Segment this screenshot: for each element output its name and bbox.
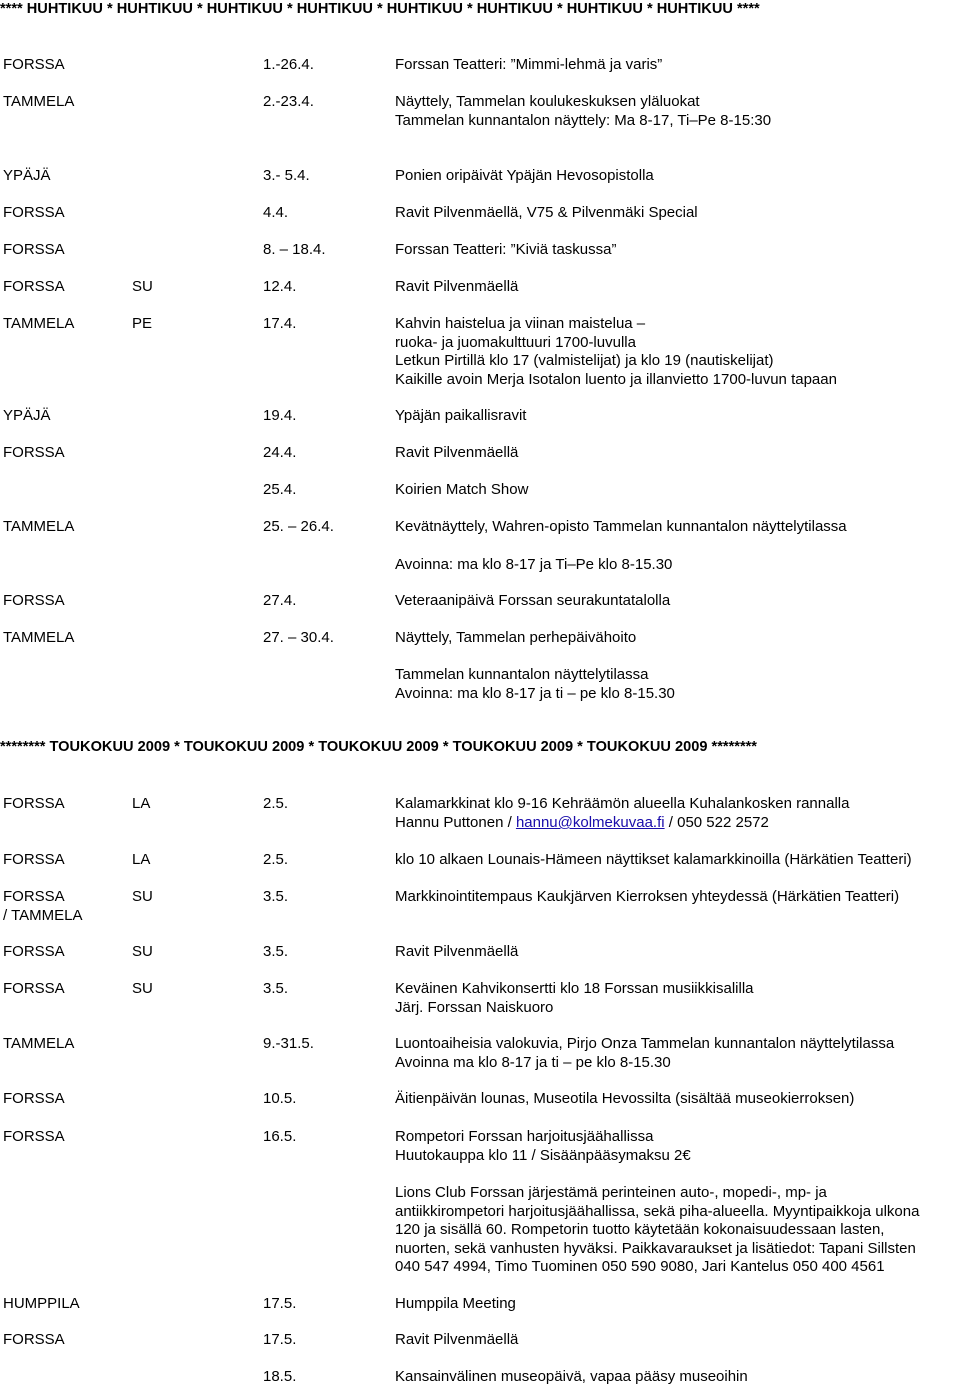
event-description: Näyttely, Tammelan perhepäivähoito bbox=[395, 629, 637, 646]
event-description: Forssan Teatteri: ”Kiviä taskussa” bbox=[395, 241, 617, 258]
event-row bbox=[0, 480, 960, 499]
may-banner: ******** TOUKOKUU 2009 * TOUKOKUU 2009 * TOUKOKUU 2009 * TOUKOKUU 2009 * TOUKOKUU 2009 ******** bbox=[0, 739, 757, 755]
event-weekday: SU bbox=[132, 888, 153, 905]
event-row bbox=[0, 517, 960, 536]
event-row bbox=[0, 1034, 960, 1053]
event-place: TAMMELA bbox=[3, 629, 75, 646]
event-row bbox=[0, 684, 960, 703]
event-description: ruoka- ja juomakulttuuri 1700-luvulla bbox=[395, 334, 636, 351]
event-row bbox=[0, 979, 960, 998]
event-date: 2.5. bbox=[263, 851, 289, 868]
event-weekday: LA bbox=[132, 851, 151, 868]
event-description: Ravit Pilvenmäellä bbox=[395, 444, 519, 461]
event-date: 1.-26.4. bbox=[263, 56, 314, 73]
event-row bbox=[0, 555, 960, 574]
event-date: 3.- 5.4. bbox=[263, 167, 310, 184]
event-description: Ypäjän paikallisravit bbox=[395, 407, 527, 424]
event-row bbox=[0, 1220, 960, 1239]
event-row bbox=[0, 1053, 960, 1072]
event-row bbox=[0, 1146, 960, 1165]
event-place: FORSSA bbox=[3, 592, 65, 609]
event-place: FORSSA bbox=[3, 278, 65, 295]
event-weekday: SU bbox=[132, 943, 153, 960]
event-place: TAMMELA bbox=[3, 93, 75, 110]
event-place: FORSSA bbox=[3, 56, 65, 73]
event-date: 10.5. bbox=[263, 1090, 297, 1107]
event-place: TAMMELA bbox=[3, 315, 75, 332]
event-date: 17.4. bbox=[263, 315, 297, 332]
event-row bbox=[0, 333, 960, 352]
contact-text bbox=[395, 813, 769, 832]
event-date: 27.4. bbox=[263, 592, 297, 609]
event-date: 16.5. bbox=[263, 1128, 297, 1145]
event-date: 27. – 30.4. bbox=[263, 629, 334, 646]
event-row bbox=[0, 591, 960, 610]
event-weekday: SU bbox=[132, 278, 153, 295]
event-row bbox=[0, 1294, 960, 1313]
event-description: Humppila Meeting bbox=[395, 1295, 516, 1312]
event-description: Veteraanipäivä Forssan seurakuntatalolla bbox=[395, 592, 671, 609]
event-place: FORSSA bbox=[3, 1090, 65, 1107]
event-place: FORSSA bbox=[3, 851, 65, 868]
event-description: Tammelan kunnantalon näyttelytilassa bbox=[395, 666, 649, 683]
event-row bbox=[0, 92, 960, 111]
event-date: 25.4. bbox=[263, 481, 297, 498]
event-description: antiikkirompetori harjoitusjäähallissa, sekä piha-alueella. Myyntipaikkoja ulkona bbox=[395, 1203, 920, 1220]
event-place: / TAMMELA bbox=[3, 907, 83, 924]
event-weekday: PE bbox=[132, 315, 153, 332]
event-place: TAMMELA bbox=[3, 518, 75, 535]
event-row bbox=[0, 794, 960, 813]
event-description: Kansainvälinen museopäivä, vapaa pääsy museoihin bbox=[395, 1368, 748, 1385]
contact-phone: / 050 522 2572 bbox=[664, 814, 769, 831]
event-description: Lions Club Forssan järjestämä perinteinen auto-, mopedi-, mp- ja bbox=[395, 1184, 827, 1201]
event-row bbox=[0, 406, 960, 425]
event-row bbox=[0, 166, 960, 185]
event-description: Markkinointitempaus Kaukjärven Kierroksen yhteydessä (Härkätien Teatteri) bbox=[395, 888, 900, 905]
event-row bbox=[0, 277, 960, 296]
event-row bbox=[0, 998, 960, 1017]
event-description: Avoinna: ma klo 8-17 ja Ti–Pe klo 8-15.30 bbox=[395, 556, 673, 573]
event-date: 19.4. bbox=[263, 407, 297, 424]
event-place: YPÄJÄ bbox=[3, 407, 51, 424]
event-date: 2.5. bbox=[263, 795, 289, 812]
event-date: 4.4. bbox=[263, 204, 289, 221]
event-description: Huutokauppa klo 11 / Sisäänpääsymaksu 2€ bbox=[395, 1147, 691, 1164]
event-description: Ravit Pilvenmäellä bbox=[395, 278, 519, 295]
event-description: Ravit Pilvenmäellä bbox=[395, 943, 519, 960]
event-description: Rompetori Forssan harjoitusjäähallissa bbox=[395, 1128, 654, 1145]
event-description: Kaikille avoin Merja Isotalon luento ja illanvietto 1700-luvun tapaan bbox=[395, 371, 837, 388]
event-row bbox=[0, 370, 960, 389]
event-description: Letkun Pirtillä klo 17 (valmistelijat) ja klo 19 (nautiskelijat) bbox=[395, 352, 774, 369]
event-place: FORSSA bbox=[3, 444, 65, 461]
event-date: 17.5. bbox=[263, 1295, 297, 1312]
event-row bbox=[0, 203, 960, 222]
event-description: Järj. Forssan Naiskuoro bbox=[395, 999, 554, 1016]
event-weekday: SU bbox=[132, 980, 153, 997]
event-row bbox=[0, 1183, 960, 1202]
event-place: FORSSA bbox=[3, 204, 65, 221]
event-row bbox=[0, 887, 960, 906]
event-description: Keväinen Kahvikonsertti klo 18 Forssan musiikkisalilla bbox=[395, 980, 754, 997]
event-place: FORSSA bbox=[3, 980, 65, 997]
event-description: Kevätnäyttely, Wahren-opisto Tammelan kunnantalon näyttelytilassa bbox=[395, 518, 847, 535]
event-description: Forssan Teatteri: ”Mimmi-lehmä ja varis” bbox=[395, 56, 663, 73]
event-row bbox=[0, 443, 960, 462]
event-description: Koirien Match Show bbox=[395, 481, 529, 498]
event-description: Kalamarkkinat klo 9-16 Kehräämön alueella Kuhalankosken rannalla bbox=[395, 795, 850, 812]
event-row bbox=[0, 906, 960, 925]
event-date: 3.5. bbox=[263, 888, 289, 905]
event-place: FORSSA bbox=[3, 1331, 65, 1348]
event-date: 18.5. bbox=[263, 1368, 297, 1385]
event-date: 3.5. bbox=[263, 980, 289, 997]
event-row bbox=[0, 314, 960, 333]
event-row bbox=[0, 1367, 960, 1386]
event-description: Ravit Pilvenmäellä, V75 & Pilvenmäki Special bbox=[395, 204, 698, 221]
event-weekday: LA bbox=[132, 795, 151, 812]
contact-line bbox=[0, 813, 960, 832]
event-row bbox=[0, 665, 960, 684]
event-description: nuorten, sekä vanhusten hyväksi. Paikkavaraukset ja lisätiedot: Tapani Sillsten bbox=[395, 1240, 916, 1257]
event-date: 2.-23.4. bbox=[263, 93, 314, 110]
event-description: Luontoaiheisia valokuvia, Pirjo Onza Tammelan kunnantalon näyttelytilassa bbox=[395, 1035, 895, 1052]
contact-name: Hannu Puttonen / bbox=[395, 814, 516, 831]
event-place: FORSSA bbox=[3, 241, 65, 258]
april-banner: **** HUHTIKUU * HUHTIKUU * HUHTIKUU * HUHTIKUU * HUHTIKUU * HUHTIKUU * HUHTIKUU * HUHTIKUU **** bbox=[0, 1, 760, 17]
event-place: FORSSA bbox=[3, 795, 65, 812]
event-row bbox=[0, 55, 960, 74]
event-row bbox=[0, 1257, 960, 1276]
event-place: HUMPPILA bbox=[3, 1295, 80, 1312]
event-description: Ravit Pilvenmäellä bbox=[395, 1331, 519, 1348]
event-row bbox=[0, 1202, 960, 1221]
event-description: Äitienpäivän lounas, Museotila Hevossilta (sisältää museokierroksen) bbox=[395, 1090, 855, 1107]
event-date: 8. – 18.4. bbox=[263, 241, 326, 258]
event-description: Avoinna ma klo 8-17 ja ti – pe klo 8-15.30 bbox=[395, 1054, 671, 1071]
event-date: 3.5. bbox=[263, 943, 289, 960]
email-link[interactable]: hannu@kolmekuvaa.fi bbox=[515, 814, 665, 831]
event-row bbox=[0, 351, 960, 370]
event-description: Avoinna: ma klo 8-17 ja ti – pe klo 8-15.30 bbox=[395, 685, 675, 702]
event-row bbox=[0, 111, 960, 130]
event-description: 040 547 4994, Timo Tuominen 050 590 9080, Jari Kantelus 050 400 4561 bbox=[395, 1258, 885, 1275]
event-place: TAMMELA bbox=[3, 1035, 75, 1052]
event-description: klo 10 alkaen Lounais-Hämeen näyttikset kalamarkkinoilla (Härkätien Teatteri) bbox=[395, 851, 912, 868]
event-place: FORSSA bbox=[3, 888, 65, 905]
event-row bbox=[0, 240, 960, 259]
event-row bbox=[0, 1239, 960, 1258]
event-description: Ponien oripäivät Ypäjän Hevosopistolla bbox=[395, 167, 654, 184]
event-row bbox=[0, 942, 960, 961]
event-place: YPÄJÄ bbox=[3, 167, 51, 184]
event-row bbox=[0, 628, 960, 647]
event-date: 12.4. bbox=[263, 278, 297, 295]
event-date: 9.-31.5. bbox=[263, 1035, 314, 1052]
event-description: Kahvin haistelua ja viinan maistelua – bbox=[395, 315, 646, 332]
event-description: 120 ja sisällä 60. Rompetorin tuotto käytetään kokonaisuudessaan lasten, bbox=[395, 1221, 885, 1238]
event-description: Tammelan kunnantalon näyttely: Ma 8-17, Ti–Pe 8-15:30 bbox=[395, 112, 772, 129]
event-date: 17.5. bbox=[263, 1331, 297, 1348]
event-row bbox=[0, 850, 960, 869]
event-place: FORSSA bbox=[3, 1128, 65, 1145]
event-place: FORSSA bbox=[3, 943, 65, 960]
event-row bbox=[0, 1330, 960, 1349]
event-date: 25. – 26.4. bbox=[263, 518, 334, 535]
event-row bbox=[0, 1127, 960, 1146]
event-date: 24.4. bbox=[263, 444, 297, 461]
event-description: Näyttely, Tammelan koulukeskuksen yläluokat bbox=[395, 93, 700, 110]
event-row bbox=[0, 1089, 960, 1108]
